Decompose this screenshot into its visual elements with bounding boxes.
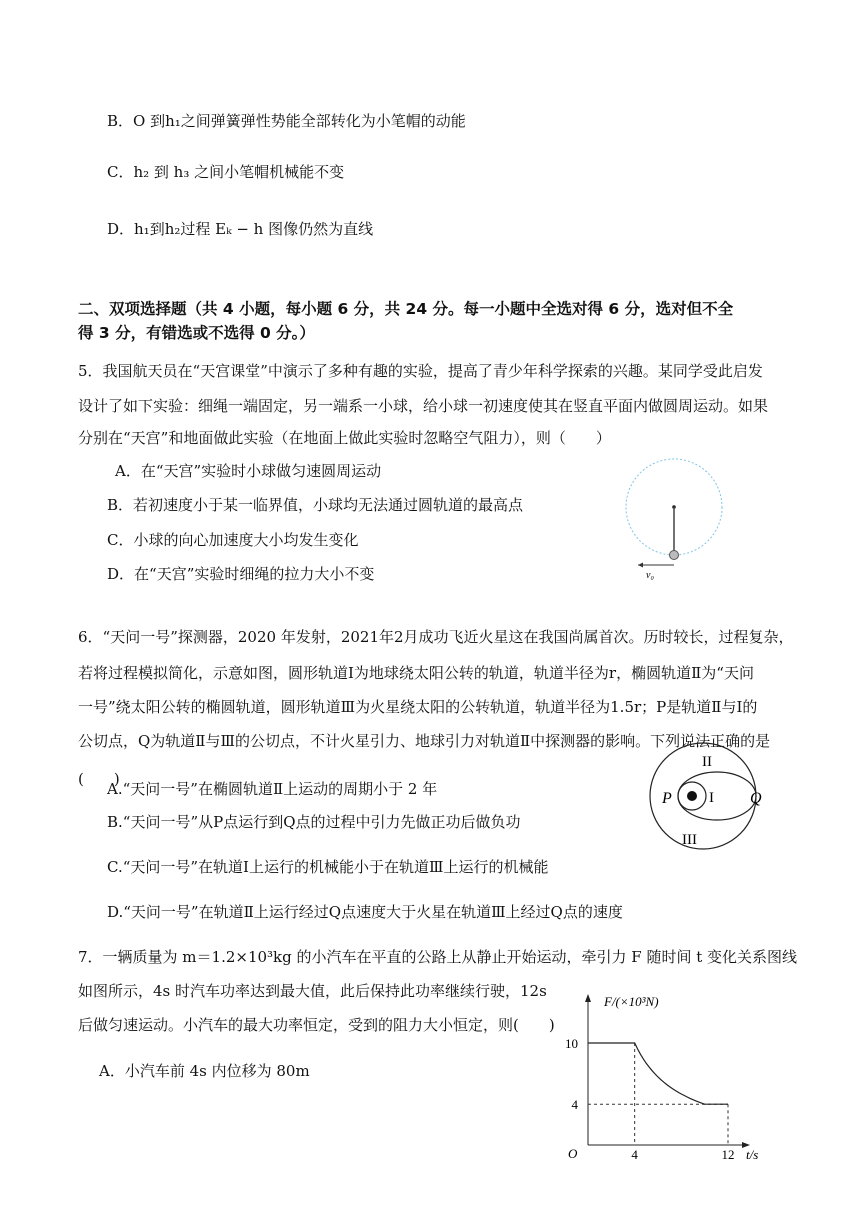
y-axis-arrow-icon	[585, 994, 591, 1002]
q5-stem-line2: 设计了如下实验：细绳一端固定，另一端系一小球，给小球一初速度使其在竖直平面内做圆周运动。如果	[78, 397, 769, 415]
q5-option-c: C．小球的向心加速度大小均发生变化	[107, 531, 359, 549]
q4-option-c: C．h₂ 到 h₃ 之间小笔帽机械能不变	[107, 163, 345, 181]
label-p: P	[662, 790, 672, 807]
q5-circular-motion-figure	[618, 455, 730, 585]
q5-option-a: A．在“天宫”实验时小球做匀速圆周运动	[115, 462, 382, 480]
q5-stem-line3: 分别在“天宫”和地面做此实验（在地面上做此实验时忽略空气阻力），则（ ）	[78, 429, 611, 447]
q6-stem-line3: 一号”绕太阳公转的椭圆轨道，圆形轨道Ⅲ为火星绕太阳的公转轨道，轨道半径为1.5r；P是轨道Ⅱ与Ⅰ的	[78, 698, 758, 716]
section2-heading-line1: 二、双项选择题（共 4 小题，每小题 6 分，共 24 分。每一小题中全选对得 6 分，选对但不全	[78, 300, 734, 318]
q5-option-b: B．若初速度小于某一临界值，小球均无法通过圆轨道的最高点	[107, 496, 524, 514]
q7-stem-line3: 后做匀速运动。小汽车的最大功率恒定，受到的阻力大小恒定，则( )	[78, 1016, 555, 1034]
q5-stem-line1: 5．我国航天员在“天宫课堂”中演示了多种有趣的实验，提高了青少年科学探索的兴趣。某同学受此启发	[78, 362, 763, 380]
tick-label-y-4: 4	[571, 1097, 578, 1113]
series-line	[588, 1043, 728, 1104]
q7-stem-line1: 7．一辆质量为 m＝1.2×10³kg 的小汽车在平直的公路上从静止开始运动，牵引力 F 随时间 t 变化关系图线	[78, 948, 798, 966]
q6-option-a: A.“天问一号”在椭圆轨道Ⅱ上运动的周期小于 2 年	[107, 780, 438, 798]
tick-label-x-4: 4	[631, 1147, 638, 1160]
v0-label: v₀	[646, 570, 654, 581]
q6-option-b: B.“天问一号”从P点运行到Q点的过程中引力先做正功后做负功	[107, 813, 521, 831]
label-iii: III	[682, 832, 697, 848]
q4-option-d: D．h₁到h₂过程 Eₖ − h 图像仍然为直线	[107, 220, 374, 238]
y-axis-label: F/(×10³N)	[604, 994, 659, 1009]
q6-stem-line4: 公切点，Q为轨道Ⅱ与Ⅲ的公切点，不计火星引力、地球引力对轨道Ⅱ中探测器的影响。下列说法正确的是	[78, 732, 771, 750]
q7-option-a: A．小汽车前 4s 内位移为 80m	[99, 1062, 310, 1080]
q6-option-d: D.“天问一号”在轨道Ⅱ上运行经过Q点速度大于火星在轨道Ⅲ上经过Q点的速度	[107, 903, 623, 921]
q6-option-c: C.“天问一号”在轨道Ⅰ上运行的机械能小于在轨道Ⅲ上运行的机械能	[107, 858, 549, 876]
q7-stem-line2: 如图所示，4s 时汽车功率达到最大值，此后保持此功率继续行驶，12s	[78, 982, 547, 1000]
q6-orbit-figure	[630, 740, 776, 852]
tick-label-x-12: 12	[721, 1147, 735, 1160]
sun-dot	[687, 791, 697, 801]
q6-stem-line2: 若将过程模拟简化，示意如图，圆形轨道Ⅰ为地球绕太阳公转的轨道，轨道半径为r，椭圆轨道Ⅱ为“天问	[78, 664, 754, 682]
f-t-chart	[560, 990, 780, 1160]
section2-heading-line2: 得 3 分，有错选或不选得 0 分。）	[78, 324, 315, 342]
ball	[670, 551, 679, 560]
x-axis-label: t/s	[746, 1147, 759, 1160]
arrowhead-icon	[638, 563, 643, 568]
q4-option-b: B．O 到h₁之间弹簧弹性势能全部转化为小笔帽的动能	[107, 112, 466, 130]
q5-option-d: D．在“天宫”实验时细绳的拉力大小不变	[107, 565, 375, 583]
tick-label-y-10: 10	[565, 1036, 578, 1051]
q6-stem-line1: 6．“天问一号”探测器，2020 年发射，2021年2月成功飞近火星这在我国尚属首次。历时较长，过程复杂，	[78, 628, 794, 646]
label-q: Q	[750, 790, 762, 807]
tick-label-origin: O	[568, 1146, 578, 1160]
label-ii: II	[702, 754, 712, 770]
q6-stem-line5: ( )	[78, 770, 120, 788]
label-i: I	[709, 790, 714, 806]
